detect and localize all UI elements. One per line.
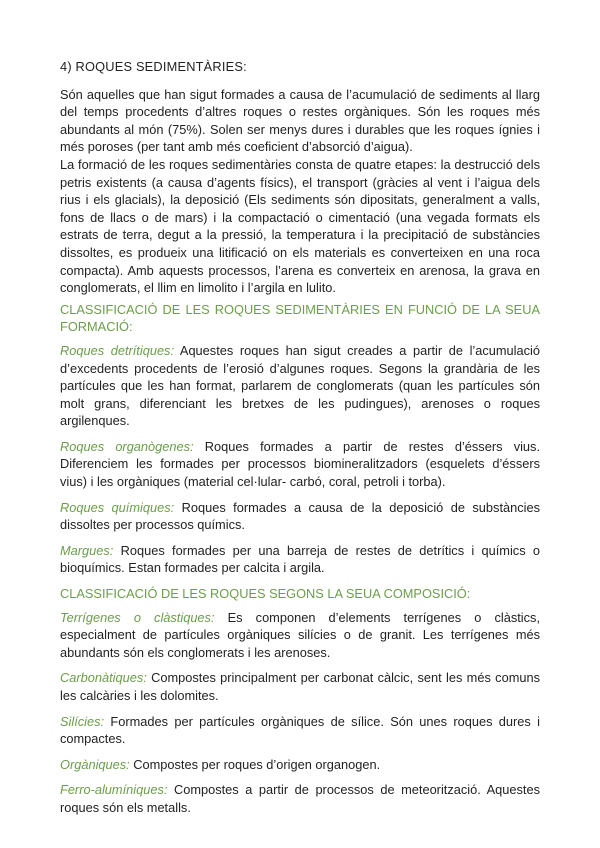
definition: Compostes per roques d’origen organogen. <box>129 756 381 772</box>
section-title: 4) ROQUES SEDIMENTÀRIES: <box>60 59 247 74</box>
composition-item-carbonatiques <box>60 669 540 704</box>
definition: Compostes a partir de processos de meteorització. Aquestes roques són els metalls. <box>60 782 540 815</box>
composition-item-ferro-aluminiques <box>60 781 540 816</box>
formation-item-quimiques <box>60 499 540 534</box>
definition: Roques formades per una barreja de restes de detrítics i químics o bioquímics. Estan formades per calcita i argila. <box>60 542 540 576</box>
composition-item-terrigenes <box>60 609 540 662</box>
document-body <box>60 58 540 825</box>
term: Silícies: <box>60 713 105 729</box>
intro-paragraph-1: Són aquelles que han sigut formades a causa de l’acumulació de sediments al llarg del temps procedents d’altres roques o restes orgàniques. Són les roques més abundants al món (75%). Solen ser menys dures i durables que les roques ígnies i més poroses (per tant amb més coeficient d’absorció d’aigua). <box>60 86 540 155</box>
term: Margues: <box>60 542 114 558</box>
definition: Roques formades a causa de la deposició de substàncies dissoltes per processos químics. <box>60 499 540 533</box>
term: Carbonàtiques: <box>60 670 147 686</box>
definition: Aquestes roques han sigut creades a partir de l’acumulació d’excedents procedents de l’erosió d’algunes roques. Segons la grandària de les partícules que les han format, parlarem de conglomerats (quan les partícules són molt grans, diferenciant les bretxes de les pudingues), arenoses o roques argilenques. <box>60 342 540 429</box>
formation-item-organogenes <box>60 438 540 491</box>
definition: Roques formades a partir de restes d’éssers vius. Diferenciem les formades per processos biomineralitzadors (esquelets d’éssers vius) i les orgàniques (material cel·lular- carbó, coral, petroli i torba). <box>60 438 541 490</box>
formation-item-margues <box>60 542 540 577</box>
term: Orgàniques: <box>60 756 130 772</box>
heading-formation: CLASSIFICACIÓ DE LES ROQUES SEDIMENTÀRIES EN FUNCIÓ DE LA SEUA FORMACIÓ: <box>60 301 540 335</box>
term: Roques químiques: <box>60 499 175 515</box>
term: Ferro-alumíniques: <box>60 782 168 798</box>
definition: Es componen d’elements terrígenes o clàstics, especialment de partícules orgàniques silícies o de granit. Les terrígenes més abundants són els conglomerats i les arenoses. <box>60 609 540 660</box>
heading-composition: CLASSIFICACIÓ DE LES ROQUES SEGONS LA SEUA COMPOSICIÓ: <box>60 586 471 602</box>
term: Terrígenes o clàstiques: <box>60 609 215 625</box>
term: Roques detrítiques: <box>60 342 175 358</box>
composition-item-organiques <box>60 756 540 774</box>
intro-paragraph-2: La formació de les roques sedimentàries consta de quatre etapes: la destrucció dels petris existents (a causa d’agents físics), el transport (gràcies al vent i l’aigua dels rius i els glacials), la deposició (Els sediments són dipositats, generalment a valls, fons de llacs o de mars) i la compactació o cimentació (una vegada formats els estrats de terra, degut a la pressió, la temperatura i la precipitació de substàncies dissoltes, es produeix una litificació on els materials es converteixen en una roca compacta). Amb aquests processos, l’arena es converteix en arenosa, la grava en conglomerats, el llim en limolito i l’argila en lulito. <box>60 156 540 296</box>
composition-item-silicies <box>60 713 540 748</box>
formation-item-detritiques <box>60 342 540 430</box>
term: Roques organògenes: <box>60 438 194 454</box>
definition: Formades per partícules orgàniques de sílice. Són unes roques dures i compactes. <box>60 713 540 747</box>
definition: Compostes principalment per carbonat càlcic, sent les més comuns les calcàries i les dolomites. <box>60 670 540 703</box>
